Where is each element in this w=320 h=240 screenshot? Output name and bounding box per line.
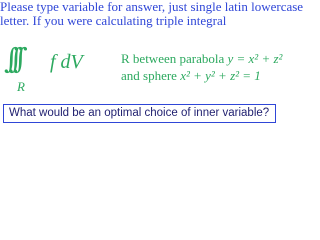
region-line-2 [121, 67, 282, 84]
instructions-text [0, 0, 312, 28]
region-line-1-prefix: R between parabola [121, 51, 228, 66]
instructions-line-1: Please type variable for answer, just single latin lowercase [0, 0, 304, 14]
triple-integral-expression [0, 40, 312, 95]
triple-integral-signs: ∫∫∫ [4, 42, 18, 75]
region-line-1 [121, 50, 282, 67]
question-text: What would be an optimal choice of inner variable? [9, 107, 270, 119]
question-box[interactable] [3, 104, 276, 123]
region-line-2-equation: x² + y² + z² = 1 [180, 68, 261, 83]
region-line-2-prefix: and sphere [121, 68, 181, 83]
integrand: f dV [50, 51, 83, 73]
integral-region-subscript: R [17, 79, 25, 94]
region-line-1-equation: y = x² + z² [227, 51, 283, 66]
instructions-line-2: letter. If you were calculating triple integral [0, 13, 227, 28]
region-description [121, 50, 282, 84]
